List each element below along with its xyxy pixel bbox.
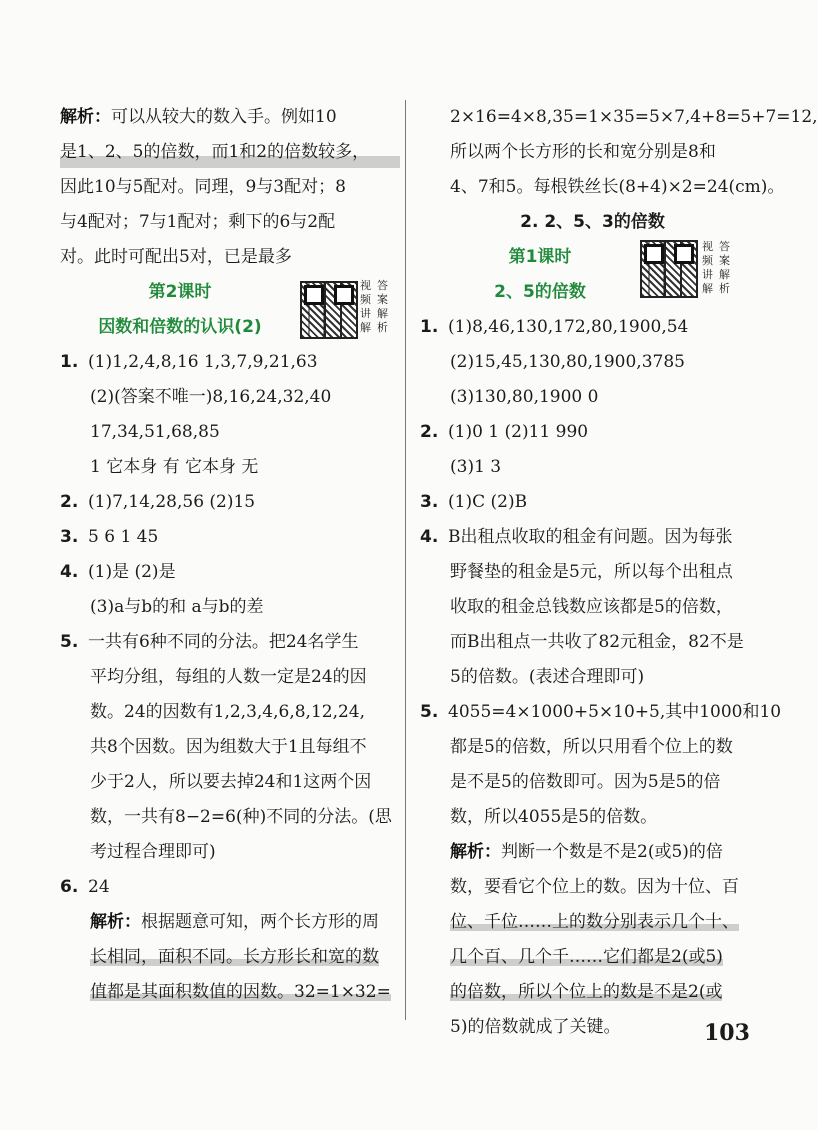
qr-caption: 视 频 讲 解 答 案 解 析: [360, 279, 388, 334]
answer-line: (3)a与b的和 a与b的差: [90, 597, 264, 617]
answer-line: 2. (1)0 1 (2)11 990: [420, 422, 589, 442]
analysis-line: 位、千位……上的数分别表示几个十、: [450, 912, 739, 932]
answer-line: 5. 4055=4×1000+5×10+5,其中1000和10: [420, 702, 782, 722]
answer-line: 1. (1)8,46,130,172,80,1900,54: [420, 317, 689, 337]
answer-line: 平均分组，每组的人数一定是24的因: [90, 667, 367, 687]
analysis-line: 与4配对；7与1配对；剩下的6与2配: [60, 212, 336, 232]
answer-line: 数。24的因数有1,2,3,4,6,8,12,24,: [90, 702, 366, 722]
analysis-line: 对。此时可配出5对，已是最多: [60, 247, 292, 267]
answer-line: 共8个因数。因为组数大于1且每组不: [90, 737, 367, 757]
right-column: [420, 100, 818, 1045]
answer-line: 5. 一共有6种不同的分法。把24名学生: [60, 632, 359, 652]
answer-line: 2. (1)7,14,28,56 (2)15: [60, 492, 256, 512]
answer-line: 1. (1)1,2,4,8,16 1,3,7,9,21,63: [60, 352, 318, 372]
column-divider: [405, 100, 406, 1020]
answer-line: 4. (1)是 (2)是: [60, 562, 176, 582]
analysis-line: 长相同，面积不同。长方形长和宽的数: [90, 947, 379, 967]
answer-line: 4. B出租点收取的租金有问题。因为每张: [420, 527, 733, 547]
left-column: [60, 100, 400, 1010]
analysis-line: 数，要看它个位上的数。因为十位、百: [450, 877, 739, 897]
analysis-line: 5)的倍数就成了关键。: [450, 1017, 621, 1037]
lesson-subtitle: 因数和倍数的认识(2): [98, 317, 262, 337]
answer-line: 5的倍数。(表述合理即可): [450, 667, 645, 687]
lesson-header: [60, 275, 400, 345]
answer-line: (3)1 3: [450, 457, 502, 477]
lesson-title: 第2课时: [148, 282, 212, 302]
answer-line: 3. (1)C (2)B: [420, 492, 528, 512]
analysis-line: 是1、2、5的倍数，而1和2的倍数较多，: [60, 135, 400, 170]
answer-line: 1 它本身 有 它本身 无: [90, 457, 259, 477]
analysis-line: 几个百、几个千……它们都是2(或5): [450, 947, 723, 967]
answer-line: 3. 5 6 1 45: [60, 527, 159, 547]
answer-line: 而B出租点一共收了82元租金，82不是: [450, 632, 744, 652]
analysis-line: 值都是其面积数值的因数。32=1×32=: [90, 982, 391, 1002]
qr-caption: 视 频 讲 解 答 案 解 析: [702, 240, 730, 295]
answer-line: 数，所以4055是5的倍数。: [450, 807, 658, 827]
qr-code-icon[interactable]: [640, 240, 698, 298]
answer-line: 17,34,51,68,85: [90, 422, 220, 442]
answer-line: 收取的租金总钱数应该都是5的倍数，: [450, 597, 733, 617]
answer-line: 是不是5的倍数即可。因为5是5的倍: [450, 772, 721, 792]
lesson-header: [420, 240, 765, 310]
answer-line: (3)130,80,1900 0: [450, 387, 599, 407]
answer-line: 6. 24: [60, 877, 110, 897]
analysis-line: 解析：可以从较大的数入手。例如10: [60, 107, 337, 127]
analysis-line: 2×16=4×8,35=1×35=5×7,4+8=5+7=12,: [450, 107, 818, 127]
section-title: 2. 2、5、3的倍数: [520, 212, 665, 232]
lesson-title: 第1课时: [508, 247, 572, 267]
answer-line: (2)15,45,130,80,1900,3785: [450, 352, 685, 372]
analysis-line: 所以两个长方形的长和宽分别是8和: [450, 142, 716, 162]
analysis-line: 的倍数，所以个位上的数是不是2(或: [450, 982, 723, 1002]
answer-line: 野餐垫的租金是5元，所以每个出租点: [450, 562, 733, 582]
lesson-subtitle: 2、5的倍数: [494, 282, 586, 302]
answer-line: 考过程合理即可): [90, 842, 216, 862]
answer-line: 都是5的倍数，所以只用看个位上的数: [450, 737, 733, 757]
analysis-line: 因此10与5配对。同理，9与3配对；8: [60, 177, 346, 197]
answer-line: 数，一共有8−2=6(种)不同的分法。(思: [90, 807, 392, 827]
analysis-line: 解析：判断一个数是不是2(或5)的倍: [450, 842, 723, 862]
page-number: 103: [704, 1020, 750, 1046]
answer-line: (2)(答案不唯一)8,16,24,32,40: [90, 387, 332, 407]
answer-line: 少于2人，所以要去掉24和1这两个因: [90, 772, 372, 792]
qr-code-icon[interactable]: [300, 281, 358, 339]
analysis-line: 4、7和5。每根铁丝长(8+4)×2=24(cm)。: [450, 177, 785, 197]
analysis-line: 解析：根据题意可知，两个长方形的周: [90, 912, 379, 932]
